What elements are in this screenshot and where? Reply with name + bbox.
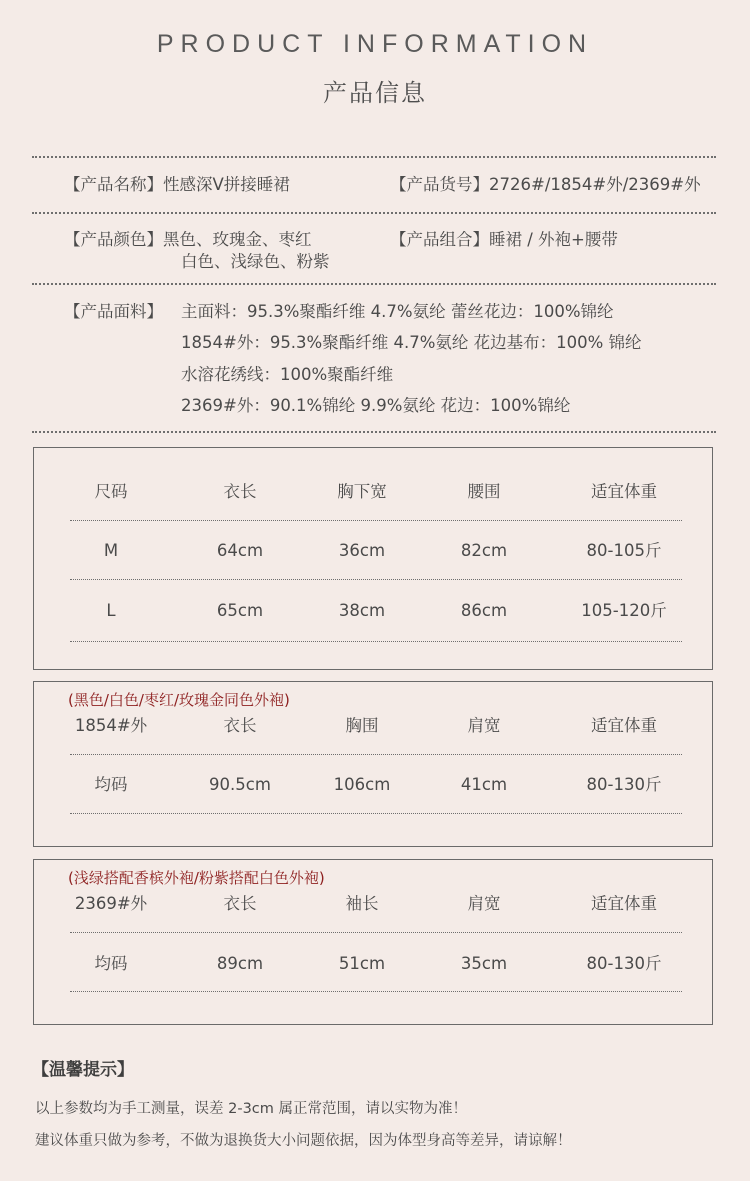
- table-row: [34, 539, 712, 563]
- table-header-row: [34, 480, 712, 504]
- table-cell: 36cm: [338, 541, 386, 560]
- row-divider: [70, 641, 682, 642]
- header-cell: 适宜体重: [591, 716, 657, 735]
- header-cell: 1854#外: [74, 716, 148, 735]
- robe-1854-table: [33, 681, 713, 847]
- row-divider: [70, 813, 682, 814]
- page-title-cn: 产品信息: [323, 79, 427, 107]
- fabric-line: 主面料：95.3%聚酯纤维 4.7%氨纶 蕾丝花边：100%锦纶: [181, 302, 614, 321]
- fabric-line: 水溶花绣线：100%聚酯纤维: [181, 365, 394, 384]
- row-divider: [70, 932, 682, 933]
- table-header-row: [34, 714, 712, 738]
- table-cell: 51cm: [338, 954, 386, 973]
- table-cell: 105-120斤: [581, 601, 667, 620]
- table-row: [34, 952, 712, 976]
- fabric-line: 1854#外：95.3%聚酯纤维 4.7%氨纶 花边基布：100% 锦纶: [181, 333, 642, 352]
- divider: [32, 156, 716, 158]
- table-cell: 106cm: [333, 775, 391, 794]
- table-cell: 86cm: [460, 601, 508, 620]
- header-cell: 衣长: [223, 894, 257, 913]
- product-sku-label: 【产品货号】: [390, 175, 489, 194]
- divider: [32, 212, 716, 214]
- table-cell: 80-130斤: [586, 775, 662, 794]
- row-divider: [70, 754, 682, 755]
- table-row: [34, 773, 712, 797]
- divider: [32, 283, 716, 285]
- table-cell: 90.5cm: [209, 775, 271, 794]
- header-cell: 肩宽: [467, 894, 501, 913]
- robe-2369-table: [33, 859, 713, 1025]
- header-cell: 适宜体重: [591, 482, 657, 501]
- table-cell: M: [103, 541, 119, 560]
- table-cell: 38cm: [338, 601, 386, 620]
- product-fabric-label: 【产品面料】: [64, 302, 163, 321]
- table-cell: 65cm: [216, 601, 264, 620]
- product-sku-value: 2726#/1854#外/2369#外: [489, 175, 701, 194]
- divider: [32, 431, 716, 433]
- tip-line: 建议体重只做为参考，不做为退换货大小问题依据，因为体型身高等差异，请谅解！: [35, 1133, 572, 1149]
- product-name-value: 性感深V拼接睡裙: [163, 175, 290, 194]
- product-color-row: [64, 229, 312, 251]
- table-cell: 89cm: [216, 954, 264, 973]
- table-cell: 35cm: [460, 954, 508, 973]
- tips-title: 【温馨提示】: [32, 1060, 134, 1080]
- product-color-value-2: 白色、浅绿色、粉紫: [181, 252, 330, 271]
- table-cell: L: [106, 601, 116, 620]
- color-note: (浅绿搭配香槟外袍/粉紫搭配白色外袍): [68, 869, 325, 887]
- product-combo-row: [390, 229, 618, 251]
- table-cell: 均码: [94, 954, 128, 973]
- product-name-label: 【产品名称】: [64, 175, 163, 194]
- header-cell: 袖长: [345, 894, 379, 913]
- product-color-label: 【产品颜色】: [64, 230, 163, 249]
- table-cell: 80-105斤: [586, 541, 662, 560]
- row-divider: [70, 520, 682, 521]
- header-cell: 衣长: [223, 482, 257, 501]
- table-cell: 80-130斤: [586, 954, 662, 973]
- page-title-en: PRODUCT INFORMATION: [156, 30, 594, 58]
- header-cell: 胸下宽: [337, 482, 387, 501]
- product-sku-row: [390, 174, 701, 196]
- table-cell: 均码: [94, 775, 128, 794]
- header-cell: 2369#外: [74, 894, 148, 913]
- product-color-value-1: 黑色、玫瑰金、枣红: [163, 230, 312, 249]
- product-combo-value: 睡裙 / 外袍+腰带: [489, 230, 618, 249]
- color-note: (黑色/白色/枣红/玫瑰金同色外袍): [68, 691, 290, 709]
- table-cell: 41cm: [460, 775, 508, 794]
- header-cell: 衣长: [223, 716, 257, 735]
- tip-line: 以上参数均为手工测量，误差 2-3cm 属正常范围，请以实物为准！: [35, 1101, 467, 1117]
- header-cell: 肩宽: [467, 716, 501, 735]
- fabric-line: 2369#外：90.1%锦纶 9.9%氨纶 花边：100%锦纶: [181, 396, 571, 415]
- table-cell: 64cm: [216, 541, 264, 560]
- header-cell: 腰围: [467, 482, 501, 501]
- size-table: [33, 447, 713, 670]
- table-cell: 82cm: [460, 541, 508, 560]
- table-row: [34, 599, 712, 623]
- product-combo-label: 【产品组合】: [390, 230, 489, 249]
- header-cell: 胸围: [345, 716, 379, 735]
- table-header-row: [34, 892, 712, 916]
- header-cell: 尺码: [94, 482, 128, 501]
- product-name-row: [64, 174, 290, 196]
- row-divider: [70, 991, 682, 992]
- row-divider: [70, 579, 682, 580]
- header-cell: 适宜体重: [591, 894, 657, 913]
